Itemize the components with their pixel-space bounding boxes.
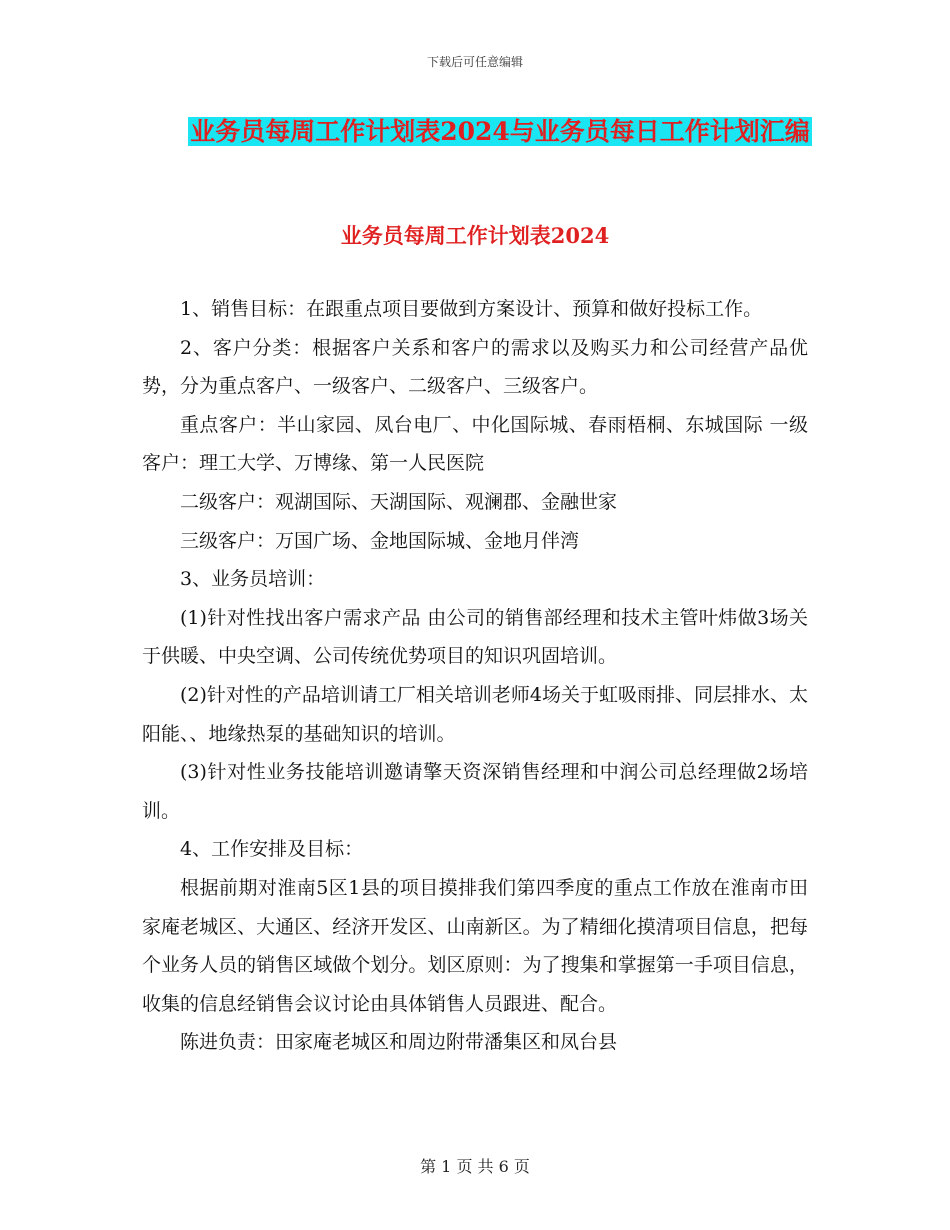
paragraph: (1)针对性找出客户需求产品 由公司的销售部经理和技术主管叶炜做3场关于供暖、中央空调、公司传统优势项目的知识巩固培训。 [142,606,808,668]
paragraph: 1、销售目标：在跟重点项目要做到方案设计、预算和做好投标工作。 [180,298,763,320]
body-text [142,290,808,1062]
paragraph: 陈进负责：田家庵老城区和周边附带潘集区和凤台县 [180,1031,618,1054]
paragraph: 三级客户：万国广场、金地国际城、金地月伴湾 [180,529,580,552]
section-title: 业务员每周工作计划表2024 [340,223,610,248]
title-highlight: 业务员每周工作计划表2024与业务员每日工作计划汇编 [190,117,810,146]
paragraph: (3)针对性业务技能培训邀请擎天资深销售经理和中润公司总经理做2场培训。 [142,761,808,822]
paragraph: 根据前期对淮南5区1县的项目摸排我们第四季度的重点工作放在淮南市田家庵老城区、大通区、经济开发区、山南新区。为了精细化摸清项目信息，把每个业务人员的销售区域做个划分。划区原则：为了搜集和掌握第一手项目信息，收集的信息经销售会议讨论由具体销售人员跟进、配合。 [142,876,808,1015]
paragraph: 二级客户：观湖国际、天湖国际、观澜郡、金融世家 [180,490,618,513]
paragraph: 重点客户：半山家园、凤台电厂、中化国际城、春雨梧桐、东城国际 一级客户：理工大学、万博缘、第一人民医院 [142,413,808,475]
paragraph: 3、业务员培训： [180,568,326,591]
paragraph: (2)针对性的产品培训请工厂相关培训老师4场关于虹吸雨排、同层排水、太阳能、、地缘热泵的基础知识的培训。 [142,683,809,745]
paragraph: 4、工作安排及目标： [180,838,364,861]
paragraph: 2、客户分类：根据客户关系和客户的需求以及购买力和公司经营产品优势，分为重点客户、一级客户、二级客户、三级客户。 [142,336,808,398]
page-footer: 第 1 页 共 6 页 [420,1157,530,1176]
header-note: 下载后可任意编辑 [426,55,523,69]
document-title [140,110,860,153]
